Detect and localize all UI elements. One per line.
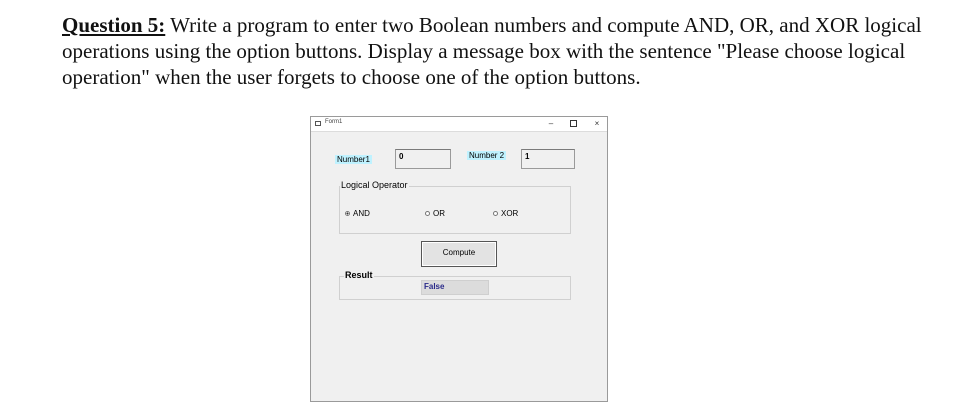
logical-operator-group — [339, 186, 571, 234]
number1-label: Number1 — [337, 155, 370, 164]
question-body: Write a program to enter two Boolean numbers and compute AND, OR, and XOR logical operations using the option buttons. Display a message box with the sentence "Please choose logical operation" when the user forgets to choose one of the option buttons. — [62, 13, 922, 89]
number2-input[interactable]: 1 — [521, 149, 575, 169]
number2-label: Number 2 — [469, 151, 505, 160]
logical-operator-label: Logical Operator — [341, 180, 408, 190]
or-option[interactable] — [425, 209, 445, 218]
number1-input[interactable]: 0 — [395, 149, 451, 169]
question-label: Question 5: — [62, 13, 166, 37]
xor-radio-icon — [493, 211, 498, 216]
xor-option-label: XOR — [501, 209, 519, 218]
and-radio-icon — [345, 211, 350, 216]
window-title: Form1 — [325, 119, 343, 125]
xor-option[interactable] — [493, 209, 518, 218]
or-option-label: OR — [433, 209, 445, 218]
maximize-icon — [570, 120, 577, 127]
compute-button[interactable]: Compute — [421, 241, 497, 267]
or-radio-icon — [425, 211, 430, 216]
form-window — [310, 116, 608, 402]
and-option[interactable] — [345, 209, 370, 218]
maximize-button[interactable] — [567, 118, 579, 130]
question-text — [62, 12, 922, 90]
result-value: False — [421, 280, 489, 295]
app-icon — [315, 121, 321, 126]
title-bar[interactable] — [311, 117, 607, 132]
and-option-label: AND — [353, 209, 370, 218]
minimize-button[interactable]: – — [548, 119, 554, 128]
close-button[interactable]: × — [594, 119, 600, 128]
result-label: Result — [345, 270, 373, 280]
